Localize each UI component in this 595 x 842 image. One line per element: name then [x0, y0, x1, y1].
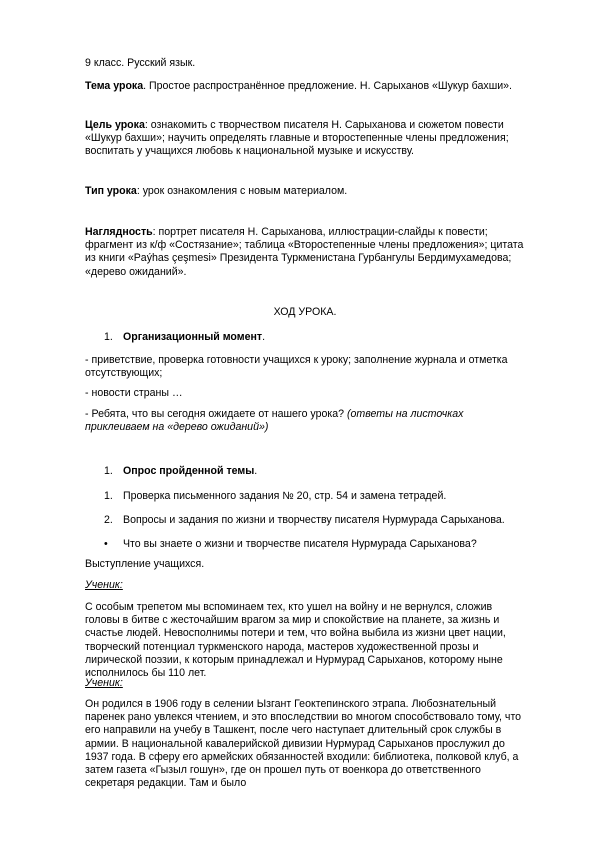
student-1-label: Ученик: — [85, 579, 123, 591]
bullet-greeting: - приветствие, проверка готовности учащихся к уроку; заполнение журнала и отметка отсутствующих; — [85, 354, 508, 380]
review-item-1 — [104, 490, 446, 503]
review-item-3 — [104, 538, 477, 551]
item-1-number: 1. — [104, 490, 113, 502]
section-review — [104, 465, 257, 478]
section-1-title: Организационный момент — [123, 331, 263, 343]
student-2-text: Он родился в 1906 году в селении Ызгант Геоктепинского этрапа. Любознательный паренек рано увлекся чтением, и это впоследствии во многом способствовало тому, что его направили на учебу в Ташкент, после чего наступает длительный срок службы в армии. В национальной кавалерийской дивизии Нурмурад Сарыханов прослужил до 1937 года. В сферу его армейских обязанностей входили: библиотека, полковой клуб, а затем газета «Гызыл гошун», где он прошел путь от военкора до ответственного секретаря редакции. Там и было — [85, 698, 522, 790]
expect-italic: (ответы на листочках приклеиваем на «дерево ожиданий») — [85, 408, 464, 434]
student-speeches: Выступление учащихся. — [85, 558, 205, 570]
visual-label: Наглядность — [85, 226, 153, 238]
section-organizational — [104, 331, 265, 344]
section-2-number: 1. — [104, 465, 113, 477]
item-1-text: Проверка письменного задания № 20, стр. 54 и замена тетрадей. — [123, 490, 447, 502]
topic-text: . Простое распространённое предложение. Н. Сарыханов «Шукур бахши». — [143, 80, 512, 92]
bullet-dot-icon: • — [104, 538, 108, 550]
class-subject-header: 9 класс. Русский язык. — [85, 57, 196, 69]
goal-text: : ознакомить с творчеством писателя Н. Сарыханова и сюжетом повести «Шукур бахши»; научить определять главные и второстепенные члены предложения; воспитать у учащихся любовь к национальной музыке и искусству. — [85, 119, 509, 158]
section-1-number: 1. — [104, 331, 113, 343]
topic-label: Тема урока — [85, 80, 144, 92]
item-3-text: Что вы знаете о жизни и творчестве писателя Нурмурада Сарыханова? — [123, 538, 477, 550]
goal-label: Цель урока — [85, 119, 145, 131]
lesson-topic — [85, 80, 525, 93]
visual-text: : портрет писателя Н. Сарыханова, иллюстрации-слайды к повести; фрагмент из к/ф «Состязание»; таблица «Второстепенные члены предложения»; цитата из книги «Paýhas çeşmesi» Президента Туркменистана Гурбангулы Бердимухамедова; «дерево ожиданий». — [85, 226, 524, 278]
item-2-number: 2. — [104, 514, 113, 526]
type-label: Тип урока — [85, 185, 137, 197]
student-1-text: С особым трепетом мы вспоминаем тех, кто ушел на войну и не вернулся, сложив головы в битве с жесточайшим врагом за мир и спокойствие на планете, за жизнь и счастье людей. Невосполнимы потери и тем, что война выбила из жизни цвет нации, творческий потенциал туркменского народа, мастеров художественной прозы и лирической поэзии, к которым принадлежал и Нурмурад Сарыханов, которому ныне исполнилось бы 110 лет. — [85, 601, 506, 680]
bullet-expectations — [85, 408, 525, 434]
lesson-visual-aids — [85, 226, 525, 279]
lesson-type — [85, 185, 525, 198]
section-2-suffix: . — [254, 465, 258, 477]
student-2-label: Ученик: — [85, 677, 123, 689]
lesson-course-title: ХОД УРОКА. — [273, 306, 337, 318]
item-2-text: Вопросы и задания по жизни и творчеству писателя Нурмурада Сарыханова. — [123, 514, 505, 526]
expect-text: - Ребята, что вы сегодня ожидаете от нашего урока? — [85, 408, 347, 420]
lesson-goal — [85, 119, 525, 159]
bullet-news: - новости страны … — [85, 387, 183, 399]
section-2-title: Опрос пройденной темы — [123, 465, 255, 477]
type-text: : урок ознакомления с новым материалом. — [136, 185, 348, 197]
section-1-suffix: . — [262, 331, 266, 343]
review-item-2 — [104, 514, 505, 527]
